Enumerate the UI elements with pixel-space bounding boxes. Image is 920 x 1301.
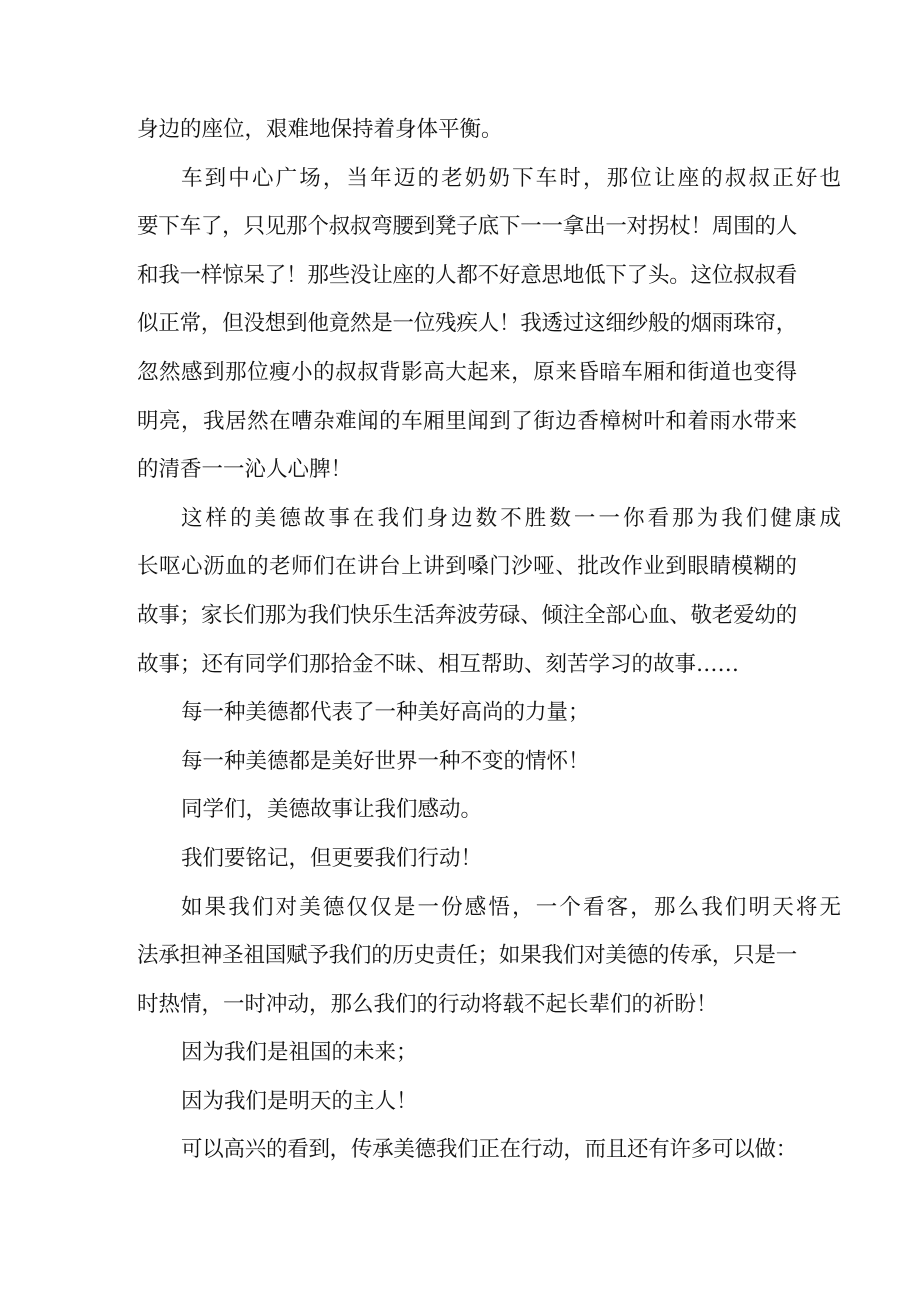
- text-line: 和我一样惊呆了！那些没让座的人都不好意思地低下了头。这位叔叔看: [137, 262, 797, 288]
- text-line: 法承担神圣祖国赋予我们的历史责任；如果我们对美德的传承，只是一: [137, 943, 797, 969]
- text-line: 车到中心广场，当年迈的老奶奶下车时，那位让座的叔叔正好也: [181, 165, 841, 191]
- text-line: 长呕心沥血的老师们在讲台上讲到嗓门沙哑、批改作业到眼睛模糊的: [137, 554, 797, 580]
- text-line: 故事；家长们那为我们快乐生活奔波劳碌、倾注全部心血、敬老爱幼的: [137, 602, 797, 628]
- text-line: 故事；还有同学们那拾金不昧、相互帮助、刻苦学习的故事……: [137, 651, 740, 677]
- text-line: 我们要铭记，但更要我们行动！: [181, 845, 483, 871]
- text-line: 似正常，但没想到他竟然是一位残疾人！我透过这细纱般的烟雨珠帘，: [137, 311, 797, 337]
- text-line: 每一种美德都代表了一种美好高尚的力量；: [181, 700, 590, 726]
- text-line: 要下车了，只见那个叔叔弯腰到凳子底下一一拿出一对拐杖！周围的人: [137, 214, 797, 240]
- text-line: 忽然感到那位瘦小的叔叔背影高大起来，原来昏暗车厢和街道也变得: [137, 359, 797, 385]
- text-line: 时热情，一时冲动，那么我们的行动将载不起长辈们的祈盼！: [137, 991, 718, 1017]
- document-body: [137, 106, 841, 1175]
- text-line: 可以高兴的看到，传承美德我们正在行动，而且还有许多可以做：: [181, 1137, 797, 1163]
- text-line: 这样的美德故事在我们身边数不胜数一一你看那为我们健康成: [181, 505, 841, 531]
- text-line: 明亮，我居然在嘈杂难闻的车厢里闻到了街边香樟树叶和着雨水带来: [137, 408, 797, 434]
- text-line: 因为我们是明天的主人！: [181, 1088, 418, 1114]
- text-line: 身边的座位，艰难地保持着身体平衡。: [137, 117, 503, 142]
- text-line: 如果我们对美德仅仅是一份感悟，一个看客，那么我们明天将无: [181, 894, 841, 920]
- text-line: 因为我们是祖国的未来；: [181, 1040, 418, 1066]
- text-line: 同学们，美德故事让我们感动。: [181, 797, 483, 823]
- text-line: 的清香一一沁人心脾！: [137, 457, 353, 483]
- text-line: 每一种美德都是美好世界一种不变的情怀！: [181, 748, 590, 774]
